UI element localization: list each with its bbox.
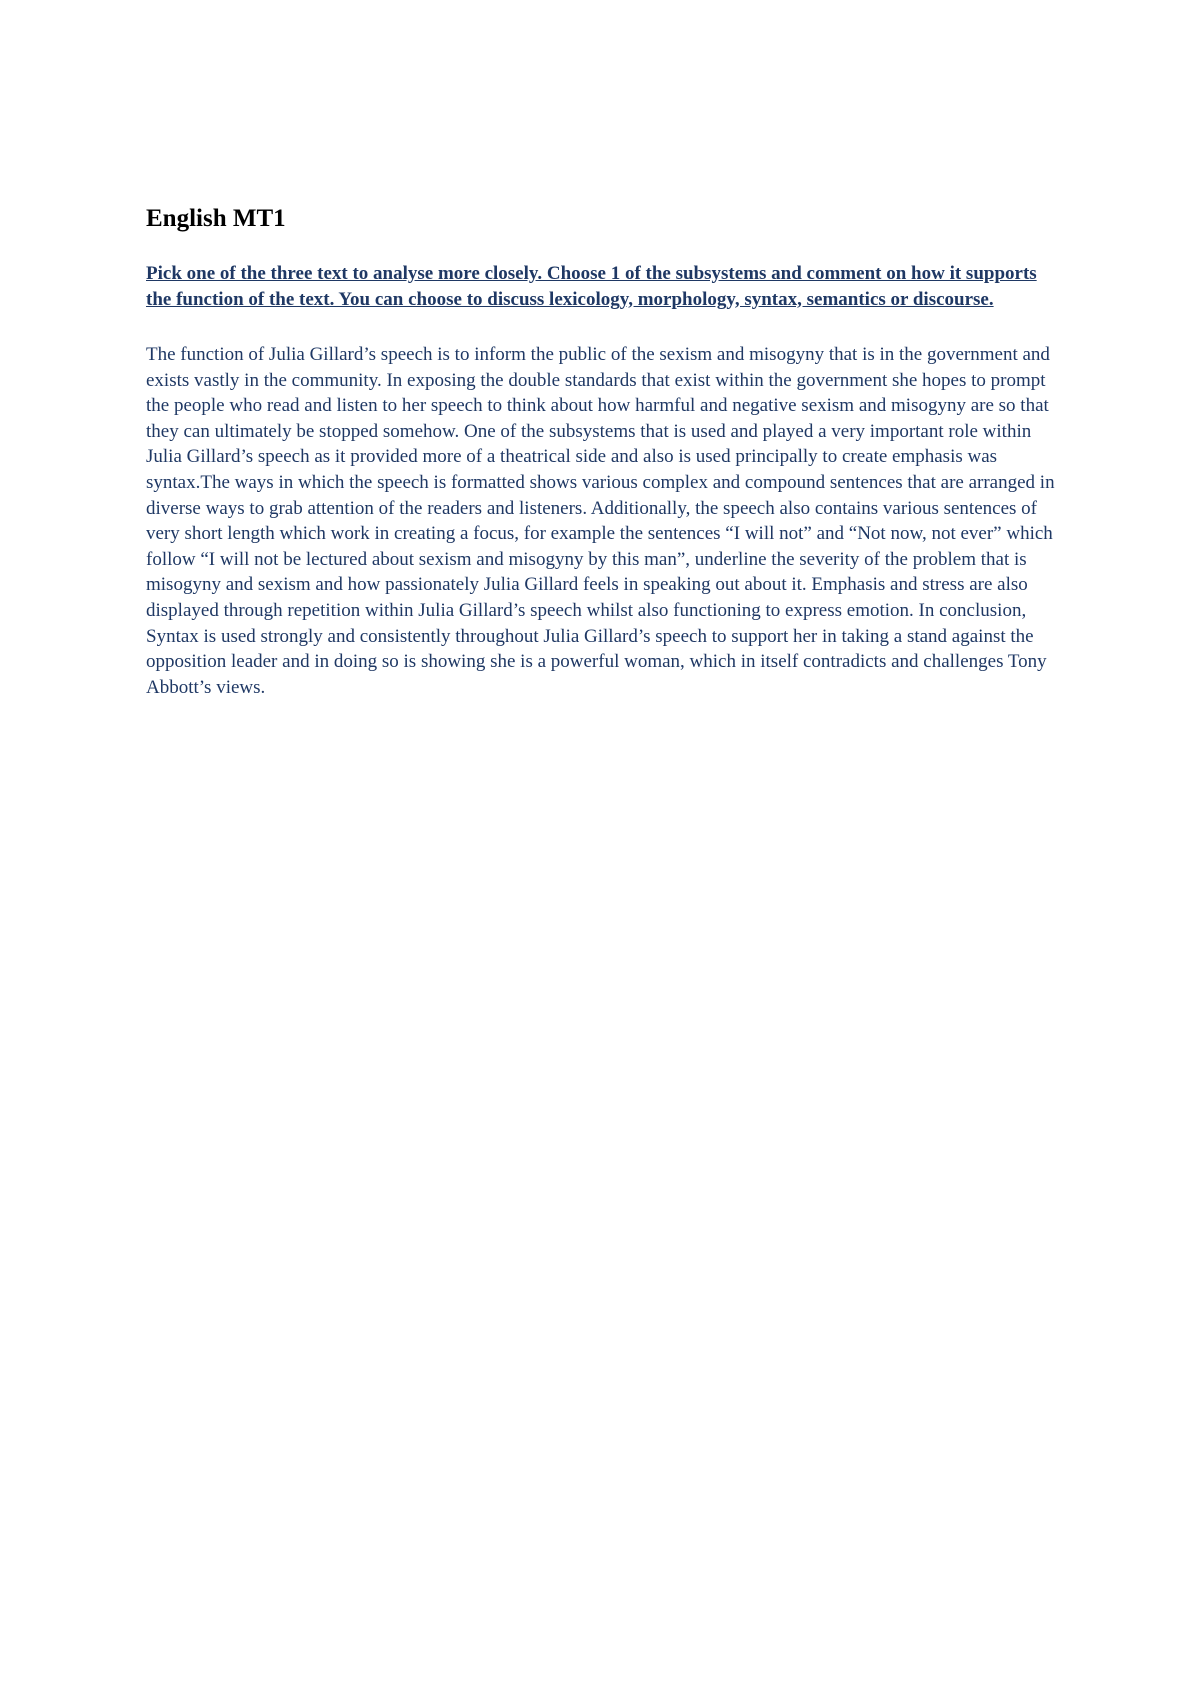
assignment-prompt: Pick one of the three text to analyse more closely. Choose 1 of the subsystems and comment on how it supports the function of the text. You can choose to discuss lexicology, morphology, syntax, semantics or discourse. (146, 263, 1037, 310)
essay-paragraph: The function of Julia Gillard’s speech is to inform the public of the sexism and misogyny that is in the government and exists vastly in the community. In exposing the double standards that exist within the government she hopes to prompt the people who read and listen to her speech to think about how harmful and negative sexism and misogyny are so that they can ultimately be stopped somehow. One of the subsystems that is used and played a very important role within Julia Gillard’s speech as it provided more of a theatrical side and also is used principally to create emphasis was syntax.The ways in which the speech is formatted shows various complex and compound sentences that are arranged in diverse ways to grab attention of the readers and listeners. Additionally, the speech also contains various sentences of very short length which work in creating a focus, for example the sentences “I will not” and “Not now, not ever” which follow “I will not be lectured about sexism and misogyny by this man”, underline the severity of the problem that is misogyny and sexism and how passionately Julia Gillard feels in speaking out about it. Emphasis and stress are also displayed through repetition within Julia Gillard’s speech whilst also functioning to express emotion. In conclusion, Syntax is used strongly and consistently throughout Julia Gillard’s speech to support her in taking a stand against the opposition leader and in doing so is showing she is a powerful woman, which in itself contradicts and challenges Tony Abbott’s views. (146, 344, 1055, 698)
document-title: English MT1 (146, 205, 286, 232)
document-content (146, 204, 1066, 700)
